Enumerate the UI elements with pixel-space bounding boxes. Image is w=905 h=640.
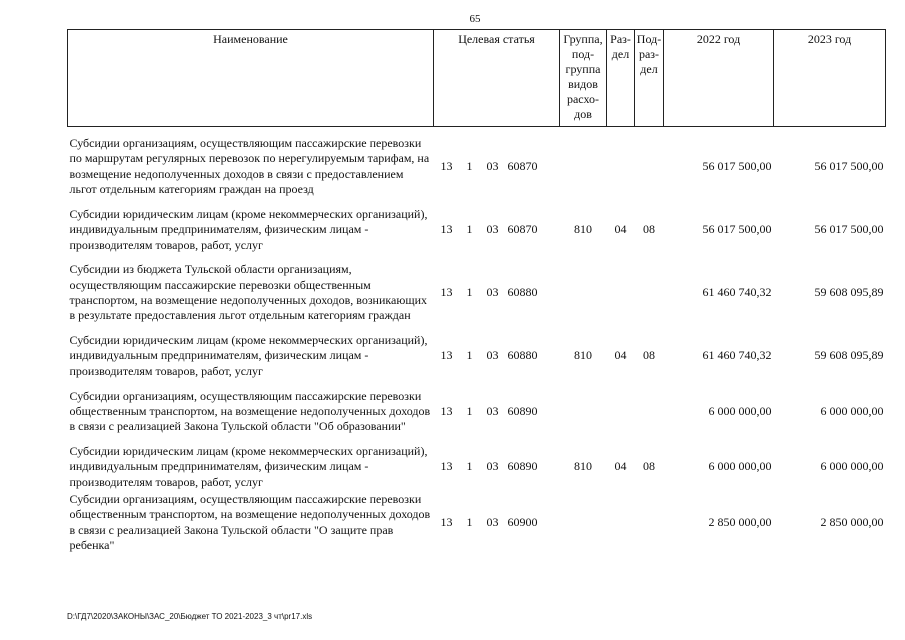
row-target-main-event: 03: [486, 159, 499, 174]
row-subsection: 08: [643, 348, 656, 363]
row-subsection: [635, 127, 664, 207]
row-expense-group: 810: [574, 222, 593, 237]
row-name: Субсидии организациям, осуществляющим пассажирские перевозки общественным транспортом, на возмещение недополученных доходов в связи с реализацией Закона Тульской области "Об образовании": [69, 388, 431, 434]
row-amount-2022: 6 000 000,00: [708, 459, 772, 474]
header-subsection: Под-раз-дел: [635, 30, 664, 127]
row-name: Субсидии из бюджета Тульской области организациям, осуществляющим пассажирские перевозки общественным транспортом, на возмещение недополученных доходов, возникающих в результате предоставления льгот отдельным категориям граждан: [69, 262, 427, 323]
row-expense-group: [560, 380, 607, 444]
table-header-row: [68, 30, 886, 127]
row-target-program: 13: [440, 222, 453, 237]
row-subsection: [635, 491, 664, 555]
row-target-main-event: 03: [486, 222, 499, 237]
budget-table: [67, 29, 886, 555]
row-target-subprogram: 1: [466, 222, 473, 237]
row-target-program: 13: [440, 514, 453, 529]
row-section: 04: [614, 222, 627, 237]
row-amount-2022: 61 460 740,32: [702, 348, 772, 363]
row-name: Субсидии организациям, осуществляющим пассажирские перевозки по маршрутам регулярных перевозок по нерегулируемым тарифам, на возмещение недополученных доходов в связи с предоставлением льгот отдельным категориям граждан на проезд: [69, 136, 430, 197]
row-target-direction: 60880: [507, 348, 538, 363]
row-section: [607, 491, 635, 555]
table-row: [68, 333, 886, 380]
row-target-direction: 60870: [507, 222, 538, 237]
table-row: [68, 207, 886, 254]
row-name: Субсидии юридическим лицам (кроме некоммерческих организаций), индивидуальным предпринимателям, физическим лицам - производителям товаров, работ, услуг: [69, 207, 428, 252]
row-expense-group: [560, 254, 607, 333]
row-subsection: 08: [643, 222, 656, 237]
row-expense-group: [560, 491, 607, 555]
file-path-footer: D:\ГД7\2020\ЗАКОНЫ\ЗАС_20\Бюджет ТО 2021-2023_3 чт\pr17.xls: [67, 612, 313, 621]
row-target-program: 13: [440, 459, 453, 474]
row-amount-2023: 59 608 095,89: [814, 285, 884, 300]
header-target: Целевая статья: [434, 30, 560, 127]
table-row: [68, 491, 886, 555]
row-amount-2023: 6 000 000,00: [820, 459, 884, 474]
header-group: Группа, под-группа видов расхо-дов: [560, 30, 607, 127]
row-target-direction: 60900: [507, 514, 538, 529]
row-target-direction: 60870: [507, 159, 538, 174]
row-target-main-event: 03: [486, 348, 499, 363]
row-target-subprogram: 1: [466, 159, 473, 174]
row-amount-2023: 56 017 500,00: [814, 159, 884, 174]
row-section: [607, 254, 635, 333]
row-target-program: 13: [440, 403, 453, 418]
row-subsection: [635, 380, 664, 444]
header-year-2023: 2023 год: [774, 30, 886, 127]
row-name: Субсидии юридическим лицам (кроме некоммерческих организаций), индивидуальным предпринимателям, физическим лицам - производителям товаров, работ, услуг: [69, 444, 428, 489]
row-target-main-event: 03: [486, 285, 499, 300]
row-expense-group: 810: [574, 459, 593, 474]
row-expense-group: 810: [574, 348, 593, 363]
table-row: [68, 444, 886, 491]
row-subsection: 08: [643, 459, 656, 474]
row-expense-group: [560, 127, 607, 207]
row-amount-2022: 61 460 740,32: [702, 285, 772, 300]
row-section: 04: [614, 459, 627, 474]
row-amount-2023: 59 608 095,89: [814, 348, 884, 363]
table-row: [68, 380, 886, 444]
row-target-direction: 60890: [507, 459, 538, 474]
row-target-main-event: 03: [486, 459, 499, 474]
table-row: [68, 254, 886, 333]
row-target-subprogram: 1: [466, 514, 473, 529]
row-target-subprogram: 1: [466, 285, 473, 300]
row-target-program: 13: [440, 285, 453, 300]
row-name: Субсидии юридическим лицам (кроме некоммерческих организаций), индивидуальным предпринимателям, физическим лицам - производителям товаров, работ, услуг: [69, 333, 428, 378]
row-target-direction: 60890: [507, 403, 538, 418]
row-target-main-event: 03: [486, 514, 499, 529]
table-row: [68, 127, 886, 207]
row-section: [607, 127, 635, 207]
row-target-program: 13: [440, 348, 453, 363]
row-target-program: 13: [440, 159, 453, 174]
row-amount-2023: 56 017 500,00: [814, 222, 884, 237]
row-amount-2022: 6 000 000,00: [708, 403, 772, 418]
row-amount-2022: 2 850 000,00: [708, 514, 772, 529]
row-amount-2022: 56 017 500,00: [702, 222, 772, 237]
row-target-subprogram: 1: [466, 459, 473, 474]
row-section: 04: [614, 348, 627, 363]
header-section: Раз-дел: [607, 30, 635, 127]
row-section: [607, 380, 635, 444]
row-target-main-event: 03: [486, 403, 499, 418]
row-name: Субсидии организациям, осуществляющим пассажирские перевозки общественным транспортом, на возмещение недополученных доходов в связи с реализацией Закона Тульской области "О защите прав ребенка": [69, 491, 431, 552]
row-amount-2022: 56 017 500,00: [702, 159, 772, 174]
row-target-direction: 60880: [507, 285, 538, 300]
page-number: 65: [469, 13, 481, 25]
row-target-subprogram: 1: [466, 348, 473, 363]
row-subsection: [635, 254, 664, 333]
header-name: Наименование: [68, 30, 434, 127]
row-amount-2023: 6 000 000,00: [820, 403, 884, 418]
row-target-subprogram: 1: [466, 403, 473, 418]
header-year-2022: 2022 год: [664, 30, 774, 127]
row-amount-2023: 2 850 000,00: [820, 514, 884, 529]
